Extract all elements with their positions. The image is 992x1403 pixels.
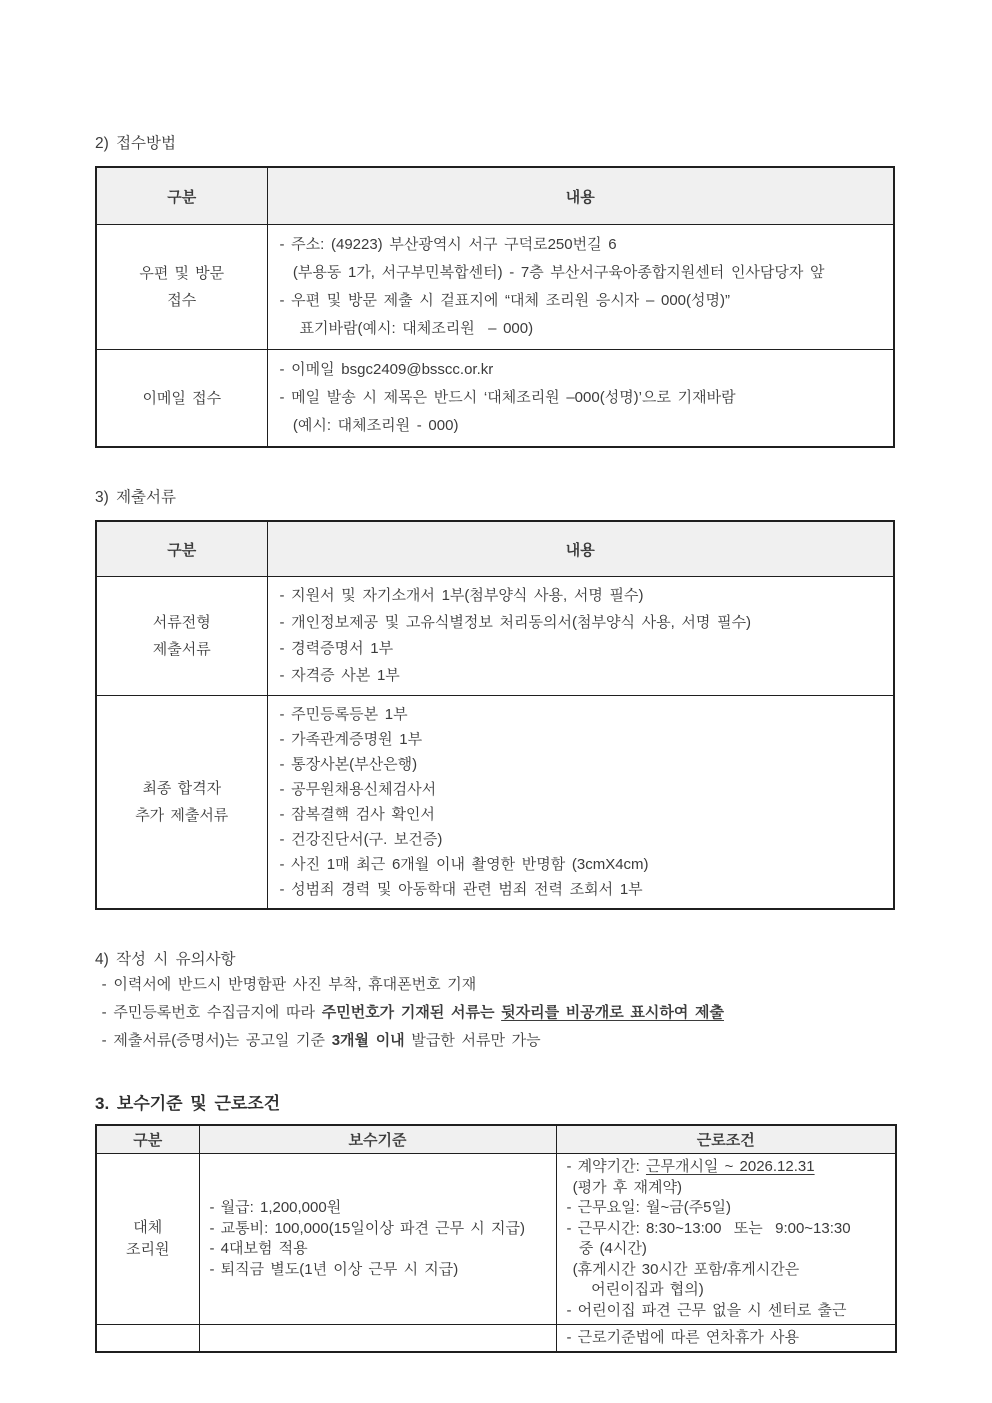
section-heading-documents: 3) 제출서류 [95,489,176,506]
row-content-screening-docs [267,577,894,696]
content-line: - 잠복결핵 검사 확인서 [279,806,435,823]
section-heading-apply-method: 2) 접수방법 [95,135,176,152]
condition-line: 어린이집과 협의) [566,1281,704,1298]
content-line: (부용동 1가, 서구부민복합센터) - 7층 부산서구육아종합지원센터 인사담당자 앞 [279,264,825,281]
row-label-line: 이메일 접수 [142,389,222,407]
content-line-email-address: - 이메일 bsgc2409@bsscc.or.kr [279,361,494,378]
note-line-photo: - 이력서에 반드시 반명함판 사진 부착, 휴대폰번호 기재 [95,976,477,993]
condition-line: (휴게시간 30시간 포함/휴게시간은 [566,1260,800,1278]
empty-cell [96,1325,199,1352]
row-content-postal [267,225,894,350]
documents-table [95,520,895,910]
note-line-privacy [95,999,895,1027]
compensation-table [95,1124,897,1353]
row-content-pay [199,1154,556,1325]
condition-line: 중 (4시간) [566,1240,647,1257]
row-content-annual-leave [556,1325,896,1352]
empty-cell [199,1325,556,1352]
column-header-category: 구분 [96,1125,199,1154]
row-label-postal [96,225,267,350]
row-label-line: 서류전형 [152,614,211,631]
condition-line: - 근무요일: 월~금(주5일) [566,1199,732,1216]
content-line: 표기바람(예시: 대체조리원 – 000) [279,320,534,337]
row-label-line: 최종 합격자 [142,780,222,797]
row-label-line: 제출서류 [152,641,211,658]
condition-text-underline: 근무개시일 ~ 2026.12.31 [645,1158,815,1175]
content-line: - 주민등록등본 1부 [279,706,408,723]
note-text-bold-underline: 뒷자리를 비공개로 표시하여 제출 [501,1004,724,1021]
content-line: - 가족관계증명원 1부 [279,731,423,748]
content-line: - 메일 발송 시 제목은 반드시 ‘대체조리원 –000(성명)’으로 기재바람 [279,389,736,406]
condition-line: - 어린이집 파견 근무 없을 시 센터로 출근 [566,1301,847,1319]
condition-line-contract [567,1157,892,1178]
note-text: 발급한 서류만 가능 [404,1032,541,1049]
content-line: - 자격증 사본 1부 [279,666,400,684]
condition-line: - 근무시간: 8:30~13:00 또는 9:00~13:30 [566,1219,851,1237]
table-row-screening-docs [96,577,894,696]
content-line: - 경력증명서 1부 [279,640,394,657]
column-header-pay: 보수기준 [199,1125,556,1154]
row-label-line: 우편 및 방문 [139,265,225,282]
pay-line: - 4대보험 적용 [209,1240,308,1257]
note-text-bold: 주민번호가 기재된 서류는 [321,1004,502,1021]
note-line-issue-date [95,1027,895,1055]
document-page [95,0,895,1353]
row-label-screening-docs [96,577,267,696]
row-content-conditions [556,1154,896,1325]
pay-line: - 교통비: 100,000(15일이상 파견 근무 시 지급) [209,1219,525,1237]
row-label-email [96,350,267,448]
content-line: - 개인정보제공 및 고유식별정보 처리동의서(첨부양식 사용, 서명 필수) [279,613,752,631]
pay-line: - 퇴직금 별도(1년 이상 근무 시 지급) [209,1260,459,1278]
content-line: - 성범죄 경력 및 아동학대 관련 범죄 전력 조회서 1부 [279,881,643,898]
column-header-category: 구분 [96,521,267,577]
content-line: - 통장사본(부산은행) [279,756,418,773]
note-text: - 주민등록번호 수집금지에 따라 [95,1004,322,1021]
table-header-row [96,1125,896,1154]
row-label-line: 조리원 [126,1241,170,1258]
content-line: - 주소: (49223) 부산광역시 서구 구덕로250번길 6 [279,236,617,253]
note-text-bold: 3개월 이내 [331,1032,405,1049]
column-header-conditions: 근로조건 [556,1125,896,1154]
content-line: (예시: 대체조리원 - 000) [279,417,459,434]
section-notes [95,947,895,1055]
column-header-category: 구분 [96,167,267,225]
condition-line: - 근로기준법에 따른 연차휴가 사용 [566,1328,800,1346]
row-content-email [267,350,894,448]
content-line: - 우편 및 방문 제출 시 겉표지에 “대체 조리원 응시자 – 000(성명)” [279,292,730,309]
note-text: - 제출서류(증명서)는 공고일 기준 [95,1032,332,1049]
section-heading-notes: 4) 작성 시 유의사항 [95,951,236,968]
row-label-line: 추가 제출서류 [135,807,229,824]
column-header-content: 내용 [267,167,894,225]
table-row-email [96,350,894,448]
table-row-substitute-cook [96,1154,896,1325]
table-row-postal [96,225,894,350]
column-header-content: 내용 [267,521,894,577]
row-label-line: 대체 [133,1219,163,1236]
pay-line: - 월급: 1,200,000원 [209,1199,342,1216]
content-line: - 사진 1매 최근 6개월 이내 촬영한 반명함 (3cmX4cm) [279,856,649,873]
row-label-line: 접수 [167,292,197,309]
table-header-row [96,167,894,225]
row-label-final-docs [96,696,267,910]
content-line: - 공무원채용신체검사서 [279,781,437,798]
condition-line: (평가 후 재계약) [566,1178,682,1196]
table-row-annual-leave [96,1325,896,1352]
content-line: - 지원서 및 자기소개서 1부(첨부양식 사용, 서명 필수) [279,587,644,604]
row-label-substitute-cook [96,1154,199,1325]
table-row-final-docs [96,696,894,910]
row-content-final-docs [267,696,894,910]
apply-method-table [95,166,895,448]
condition-text: - 계약기간: [566,1158,646,1175]
content-line: - 건강진단서(구. 보건증) [279,831,443,848]
section-heading-compensation: 3. 보수기준 및 근로조건 [95,1094,281,1113]
table-header-row [96,521,894,577]
